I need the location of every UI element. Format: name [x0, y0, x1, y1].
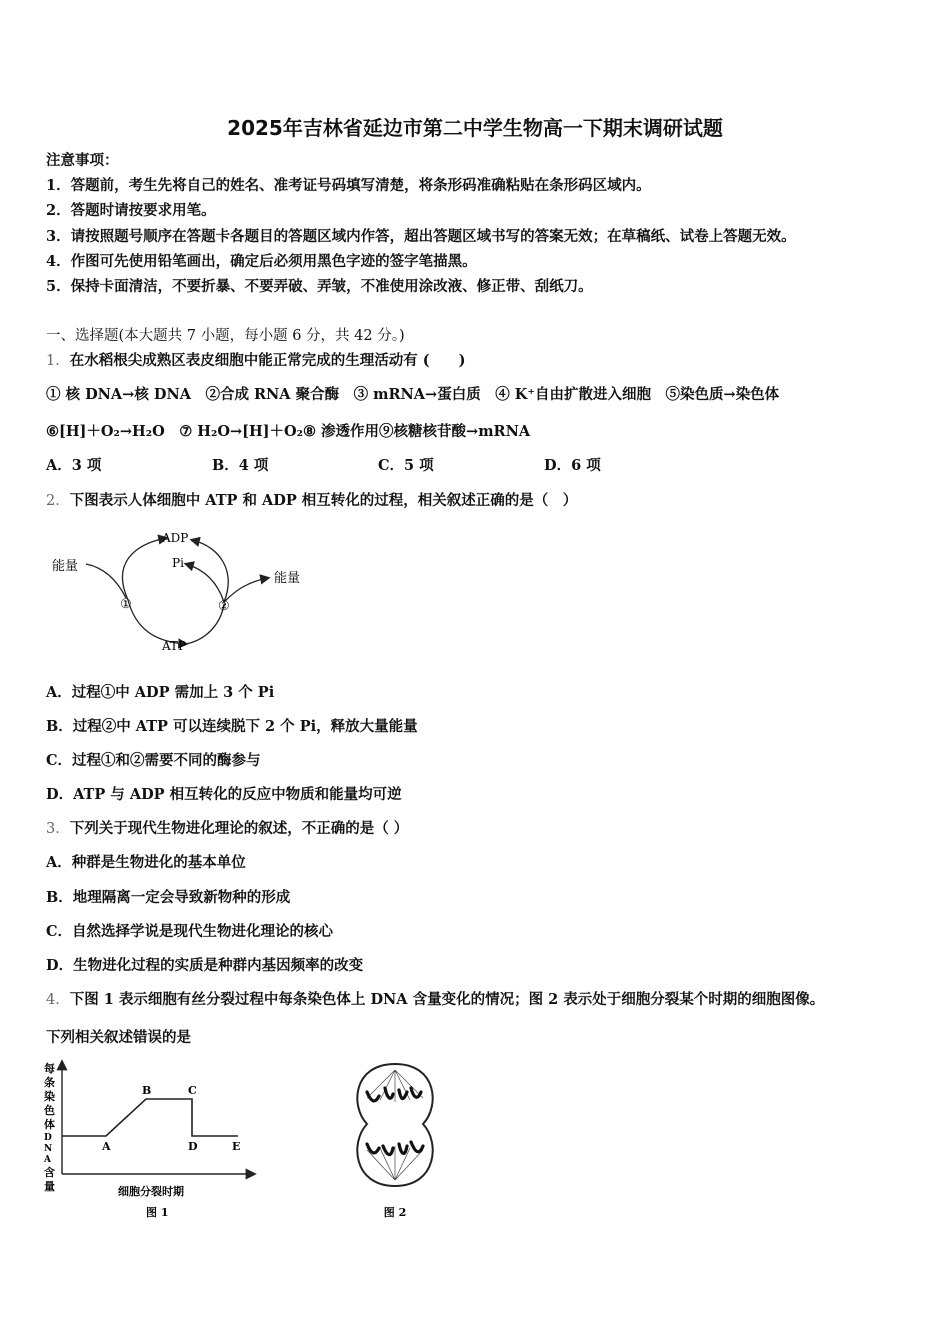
figure-1-caption: 图 1 [146, 1206, 169, 1219]
y-label-char: 染 [44, 1090, 55, 1103]
y-label-char: 量 [44, 1180, 55, 1193]
adp-label: ADP [162, 531, 189, 545]
x-axis-label: 细胞分裂时期 [118, 1185, 184, 1198]
figure-2-caption: 图 2 [383, 1206, 407, 1219]
figure-2-cell-image [345, 1058, 445, 1223]
question-3 [46, 819, 408, 839]
arrow-to-pi [186, 564, 224, 602]
section-heading: 一、选择题(本大题共 7 小题，每小题 6 分，共 42 分。) [46, 328, 405, 344]
q1-option-d[interactable]: D．6 项 [544, 457, 601, 474]
y-label-char: 条 [44, 1076, 55, 1089]
energy-right-label: 能量 [274, 571, 301, 586]
energy-in-arrow [86, 564, 126, 598]
q3-option-d[interactable]: D．生物进化过程的实质是种群内基因频率的改变 [46, 957, 364, 974]
y-axis-label [43, 1061, 55, 1193]
q1-option-b[interactable]: B．4 项 [212, 457, 269, 474]
point-e-label: E [232, 1140, 241, 1153]
notice-item: 1．答题前，考生先将自己的姓名、准考证号码填写清楚，将条形码准确粘贴在条形码区域内。 [46, 177, 651, 194]
pi-label: Pi [172, 556, 184, 570]
notice-item: 5．保持卡面清洁，不要折暴、不要弄破、弄皱，不准使用涂改液、修正带、刮纸刀。 [46, 278, 593, 295]
question-number: 1． [46, 353, 70, 369]
arrow-to-atp [128, 600, 186, 644]
q2-option-b[interactable]: B．过程②中 ATP 可以连续脱下 2 个 Pi，释放大量能量 [46, 718, 418, 735]
y-label-char: 体 [44, 1118, 55, 1131]
q2-option-c[interactable]: C．过程①和②需要不同的酶参与 [46, 752, 261, 769]
spindle-fibers [367, 1070, 423, 1180]
y-label-char: 色 [44, 1104, 55, 1117]
notice-item: 3．请按照题号顺序在答题卡各题目的答题区域内作答，超出答题区域书写的答案无效；在草稿纸、试卷上答题无效。 [46, 228, 796, 245]
point-d-label: D [188, 1140, 198, 1153]
dna-content-line [62, 1099, 238, 1136]
arrow-to-adp [122, 538, 166, 600]
q1-option-a[interactable]: A．3 项 [46, 457, 102, 474]
energy-left-label: 能量 [52, 559, 79, 574]
q3-option-c[interactable]: C．自然选择学说是现代生物进化理论的核心 [46, 923, 334, 940]
atp-label: ATP [162, 639, 187, 653]
question-4 [46, 990, 824, 1010]
q1-statements-line-2: ⑥[H]＋O₂→H₂O ⑦ H₂O→[H]＋O₂⑧ 渗透作用⑨核糖核苷酸→mRNA [46, 423, 531, 440]
y-label-char: 每 [44, 1062, 55, 1075]
point-a-label: A [102, 1140, 111, 1153]
atp-adp-cycle-diagram [46, 522, 326, 657]
question-2 [46, 491, 577, 511]
question-4-stem-continued: 下列相关叙述错误的是 [46, 1029, 191, 1046]
question-stem: 下图表示人体细胞中 ATP 和 ADP 相互转化的过程，相关叙述正确的是（ ） [69, 492, 578, 509]
step-1-label: ① [120, 597, 132, 612]
point-c-label: C [188, 1084, 197, 1097]
q3-option-a[interactable]: A．种群是生物进化的基本单位 [46, 854, 246, 871]
question-stem: 下图 1 表示细胞有丝分裂过程中每条染色体上 DNA 含量变化的情况；图 2 表示处于细胞分裂某个时期的细胞图像。 [69, 991, 825, 1008]
question-number: 4． [46, 992, 70, 1008]
question-stem: 在水稻根尖成熟区表皮细胞中能正常完成的生理活动有 ( ) [69, 352, 466, 369]
question-1 [46, 351, 466, 371]
figure-1-dna-content-chart [42, 1058, 267, 1223]
step-2-label: ② [218, 599, 230, 614]
q2-option-a[interactable]: A．过程①中 ADP 需加上 3 个 Pi [46, 684, 275, 701]
question-stem: 下列关于现代生物进化理论的叙述，不正确的是（ ） [69, 820, 409, 837]
question-number: 2． [46, 493, 70, 509]
notice-item: 2．答题时请按要求用笔。 [46, 202, 216, 219]
q2-option-d[interactable]: D．ATP 与 ADP 相互转化的反应中物质和能量均可逆 [46, 786, 402, 803]
arrow-from-atp-to-adp [192, 540, 228, 602]
q3-option-b[interactable]: B．地理隔离一定会导致新物种的形成 [46, 889, 291, 906]
notice-item: 4．作图可先使用铅笔画出，确定后必须用黑色字迹的签字笔描黑。 [46, 253, 477, 270]
question-number: 3． [46, 821, 70, 837]
y-label-char: 含 [44, 1166, 55, 1179]
y-label-char: D [44, 1133, 52, 1143]
energy-out-arrow [224, 578, 268, 602]
y-label-char: N [44, 1144, 53, 1154]
q1-option-c[interactable]: C．5 项 [378, 457, 434, 474]
point-b-label: B [142, 1084, 152, 1097]
page-title: 2025年吉林省延边市第二中学生物高一下期末调研试题 [227, 116, 723, 140]
notice-heading: 注意事项： [46, 152, 119, 169]
q1-statements-line-1: ① 核 DNA→核 DNA ②合成 RNA 聚合酶 ③ mRNA→蛋白质 ④ K⁺自由扩散进入细胞 ⑤染色质→染色体 [46, 386, 780, 403]
y-label-char: A [44, 1155, 51, 1165]
